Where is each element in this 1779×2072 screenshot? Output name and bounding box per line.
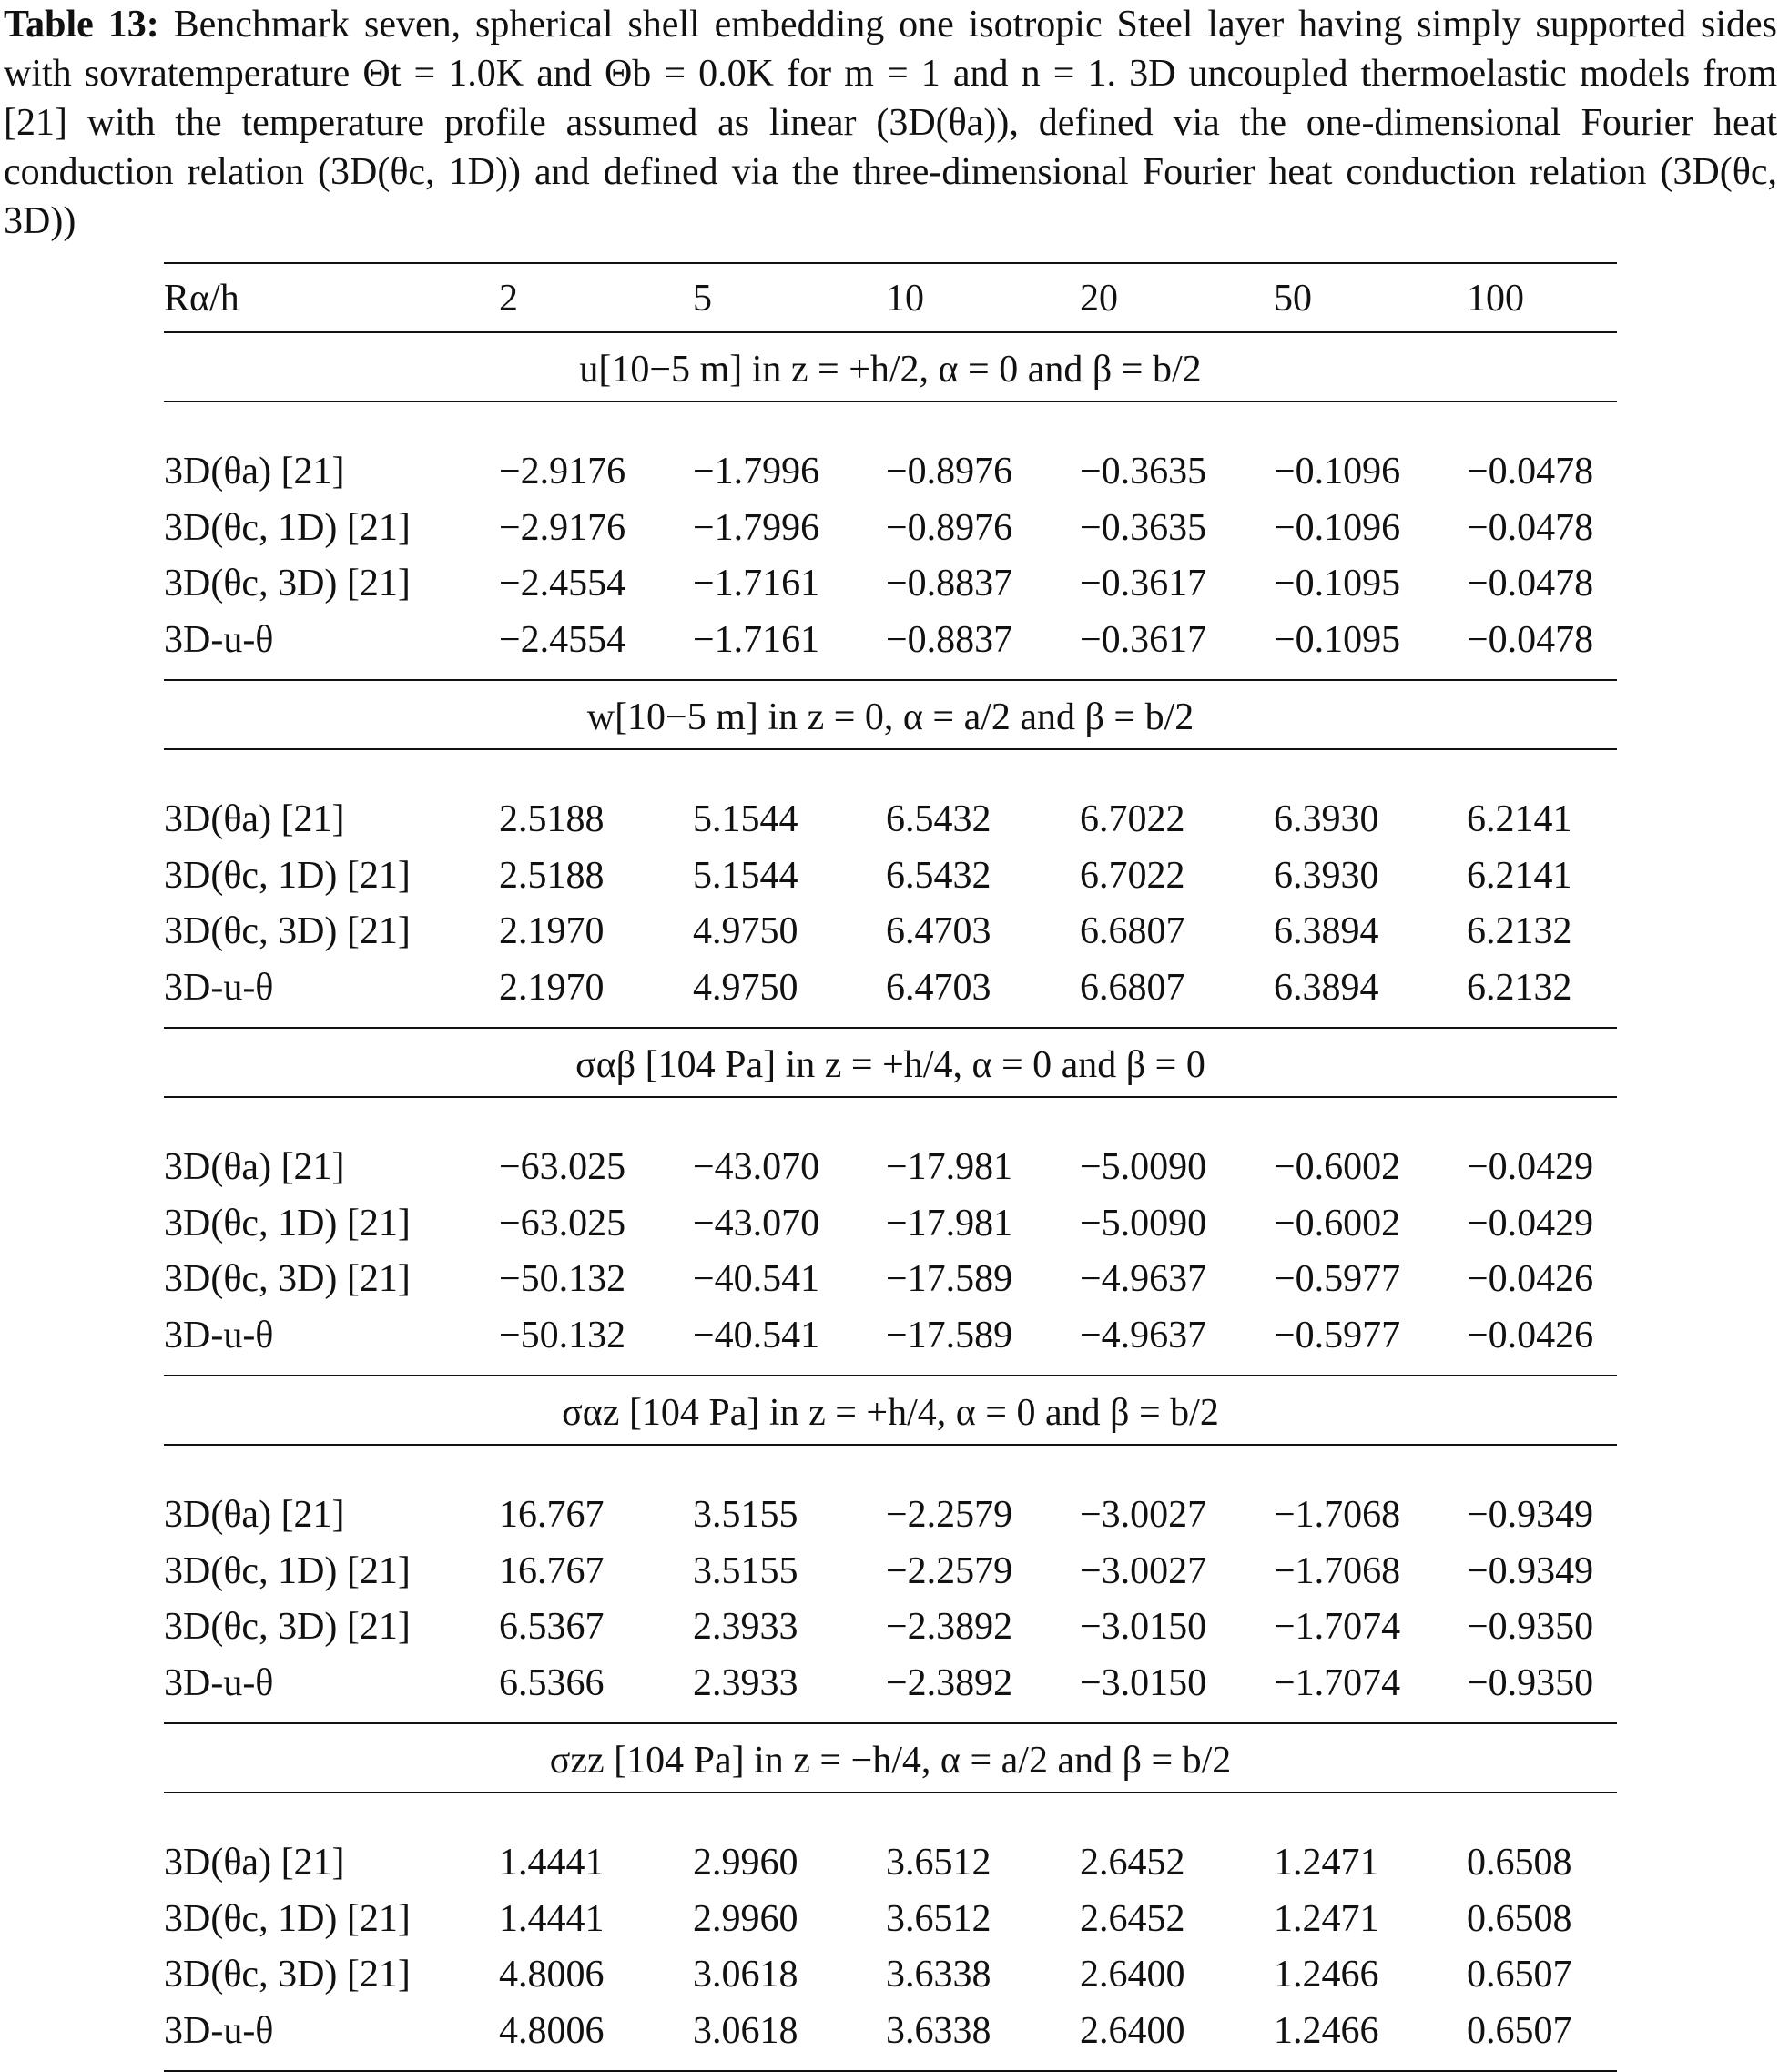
row-label: 3D(θa) [21] bbox=[164, 1146, 345, 1188]
table-cell: 6.4703 bbox=[886, 966, 991, 1009]
table-cell: −0.9349 bbox=[1467, 1549, 1594, 1592]
table-cell: 1.2466 bbox=[1274, 1954, 1379, 1996]
table-cell: −0.0478 bbox=[1467, 451, 1594, 493]
table-cell: −0.0426 bbox=[1467, 1258, 1594, 1300]
table-cell: 2.9960 bbox=[693, 1897, 798, 1940]
table-cell: −50.132 bbox=[499, 1258, 626, 1300]
table-cell: 2.1970 bbox=[499, 966, 605, 1009]
table-cell: 2.6400 bbox=[1080, 1954, 1185, 1996]
table-cell: 6.2141 bbox=[1467, 854, 1572, 897]
table-row bbox=[164, 1942, 1617, 1998]
table-cell: 3.0618 bbox=[693, 2009, 798, 2052]
section-title bbox=[164, 1376, 1617, 1444]
table-cell: 6.3930 bbox=[1274, 854, 1379, 897]
table-cell: −0.9349 bbox=[1467, 1494, 1594, 1536]
table-cell: −3.0027 bbox=[1080, 1494, 1207, 1536]
table-cell: −0.3617 bbox=[1080, 563, 1207, 604]
row-label: 3D(θc, 3D) [21] bbox=[164, 1606, 411, 1648]
table-cell: −0.8976 bbox=[886, 451, 1013, 493]
table-cell: −0.8837 bbox=[886, 618, 1013, 661]
table-cell: −0.5977 bbox=[1274, 1258, 1401, 1300]
table-cell: −0.0429 bbox=[1467, 1146, 1594, 1188]
header-cell: 2 bbox=[499, 278, 518, 320]
table-cell: 2.6452 bbox=[1080, 1842, 1185, 1884]
table-cell: −2.3892 bbox=[886, 1661, 1013, 1704]
table-cell: −3.0027 bbox=[1080, 1549, 1207, 1592]
table-cell: 3.0618 bbox=[693, 1954, 798, 1996]
table-cell: −17.589 bbox=[886, 1314, 1013, 1356]
table-cell: −40.541 bbox=[693, 1258, 820, 1300]
table-row bbox=[164, 495, 1617, 552]
table-row bbox=[164, 1539, 1617, 1595]
table-cell: −0.5977 bbox=[1274, 1314, 1401, 1356]
table-cell: 2.6452 bbox=[1080, 1897, 1185, 1940]
header-cell: 20 bbox=[1080, 278, 1118, 320]
table-row bbox=[164, 1830, 1617, 1886]
table-cell: −0.3635 bbox=[1080, 506, 1207, 549]
section-title bbox=[164, 1029, 1617, 1096]
table-row bbox=[164, 1998, 1617, 2055]
table-cell: −17.589 bbox=[886, 1258, 1013, 1300]
table-cell: −2.4554 bbox=[499, 618, 626, 661]
table-cell: 4.9750 bbox=[693, 966, 798, 1009]
table-cell: −0.1096 bbox=[1274, 451, 1401, 493]
row-label: 3D(θc, 1D) [21] bbox=[164, 506, 411, 549]
table-cell: 0.6508 bbox=[1467, 1842, 1572, 1884]
row-label: 3D-u-θ bbox=[164, 966, 274, 1009]
table-cell: 2.9960 bbox=[693, 1842, 798, 1884]
table-cell: 6.2141 bbox=[1467, 798, 1572, 840]
table-cell: 6.5367 bbox=[499, 1606, 605, 1648]
table-row bbox=[164, 1303, 1617, 1359]
table-cell: 6.6807 bbox=[1080, 966, 1185, 1009]
table-cell: 5.1544 bbox=[693, 798, 798, 840]
table-cell: −2.2579 bbox=[886, 1549, 1013, 1592]
table-cell: 1.4441 bbox=[499, 1897, 605, 1940]
row-label: 3D-u-θ bbox=[164, 1661, 274, 1704]
table-cell: −40.541 bbox=[693, 1314, 820, 1356]
table-cell: −2.9176 bbox=[499, 451, 626, 493]
table-row bbox=[164, 955, 1617, 1011]
row-label: 3D(θc, 1D) [21] bbox=[164, 1897, 411, 1940]
table-cell: −63.025 bbox=[499, 1146, 626, 1188]
table-cell: −0.0429 bbox=[1467, 1202, 1594, 1244]
table-cell: 1.2466 bbox=[1274, 2009, 1379, 2052]
table-cell: 2.6400 bbox=[1080, 2009, 1185, 2052]
table-cell: −0.1095 bbox=[1274, 563, 1401, 604]
table-cell: 3.6512 bbox=[886, 1842, 991, 1884]
table-cell: −0.0426 bbox=[1467, 1314, 1594, 1356]
table-row bbox=[164, 439, 1617, 495]
section-title-text: σαβ [104 Pa] in z = +h/4, α = 0 and β = 0 bbox=[575, 1044, 1205, 1086]
row-label: 3D(θa) [21] bbox=[164, 451, 345, 493]
table-cell: 2.3933 bbox=[693, 1661, 798, 1704]
table-cell: −0.1096 bbox=[1274, 506, 1401, 549]
table-cell: −0.0478 bbox=[1467, 506, 1594, 549]
table-cell: −1.7074 bbox=[1274, 1661, 1401, 1704]
table-cell: −43.070 bbox=[693, 1202, 820, 1244]
table-row bbox=[164, 1886, 1617, 1943]
table-cell: 16.767 bbox=[499, 1494, 605, 1536]
row-label: 3D-u-θ bbox=[164, 618, 274, 661]
table-row bbox=[164, 1650, 1617, 1707]
table-cell: 6.3930 bbox=[1274, 798, 1379, 840]
header-cell: Rα/h bbox=[164, 278, 239, 320]
table-cell: 6.7022 bbox=[1080, 854, 1185, 897]
table-cell: 3.5155 bbox=[693, 1549, 798, 1592]
table-cell: 2.3933 bbox=[693, 1606, 798, 1648]
table-cell: −1.7074 bbox=[1274, 1606, 1401, 1648]
table-cell: −0.0478 bbox=[1467, 618, 1594, 661]
table-cell: 6.3894 bbox=[1274, 966, 1379, 1009]
row-label: 3D(θa) [21] bbox=[164, 798, 345, 840]
table-cell: −1.7161 bbox=[693, 563, 820, 604]
table-cell: −2.9176 bbox=[499, 506, 626, 549]
table-cell: −5.0090 bbox=[1080, 1202, 1207, 1244]
table-cell: −1.7068 bbox=[1274, 1549, 1401, 1592]
table-cell: −4.9637 bbox=[1080, 1314, 1207, 1356]
table-row bbox=[164, 843, 1617, 899]
table-cell: 3.6338 bbox=[886, 1954, 991, 1996]
header-row bbox=[164, 264, 1617, 331]
row-label: 3D(θc, 3D) [21] bbox=[164, 1954, 411, 1996]
header-cell: 5 bbox=[693, 278, 712, 320]
header-cell: 10 bbox=[886, 278, 924, 320]
row-label: 3D(θa) [21] bbox=[164, 1494, 345, 1536]
table-cell: 6.5366 bbox=[499, 1661, 605, 1704]
table-cell: 4.8006 bbox=[499, 1954, 605, 1996]
row-label: 3D(θc, 1D) [21] bbox=[164, 854, 411, 897]
table-cell: −0.0478 bbox=[1467, 563, 1594, 604]
table-cell: −1.7996 bbox=[693, 506, 820, 549]
caption-label: Table 13: bbox=[4, 4, 159, 46]
table-cell: 6.2132 bbox=[1467, 966, 1572, 1009]
row-label: 3D(θc, 1D) [21] bbox=[164, 1202, 411, 1244]
table-row bbox=[164, 607, 1617, 664]
table-row bbox=[164, 1594, 1617, 1650]
row-label: 3D(θc, 3D) [21] bbox=[164, 1258, 411, 1300]
table-cell: 4.9750 bbox=[693, 910, 798, 952]
table-cell: 4.8006 bbox=[499, 2009, 605, 2052]
table-cell: 5.1544 bbox=[693, 854, 798, 897]
table-cell: 6.4703 bbox=[886, 910, 991, 952]
table-cell: −0.3617 bbox=[1080, 618, 1207, 661]
table-cell: −50.132 bbox=[499, 1314, 626, 1356]
table-cell: −0.9350 bbox=[1467, 1661, 1594, 1704]
row-label: 3D-u-θ bbox=[164, 2009, 274, 2052]
table-cell: −17.981 bbox=[886, 1146, 1013, 1188]
table-cell: 2.5188 bbox=[499, 854, 605, 897]
table-cell: −2.3892 bbox=[886, 1606, 1013, 1648]
table-row bbox=[164, 1482, 1617, 1539]
table-row bbox=[164, 551, 1617, 607]
section-title-text: u[10−5 m] in z = +h/2, α = 0 and β = b/2 bbox=[579, 349, 1202, 391]
table-cell: −4.9637 bbox=[1080, 1258, 1207, 1300]
table-cell: −0.6002 bbox=[1274, 1146, 1401, 1188]
table-cell: 1.2471 bbox=[1274, 1897, 1379, 1940]
table-cell: −2.2579 bbox=[886, 1494, 1013, 1536]
table-row bbox=[164, 1134, 1617, 1191]
table-cell: 6.6807 bbox=[1080, 910, 1185, 952]
table-cell: −3.0150 bbox=[1080, 1606, 1207, 1648]
table-cell: 6.7022 bbox=[1080, 798, 1185, 840]
table-row bbox=[164, 1246, 1617, 1303]
table-cell: 0.6507 bbox=[1467, 2009, 1572, 2052]
table-cell: 1.2471 bbox=[1274, 1842, 1379, 1884]
table-cell: 6.5432 bbox=[886, 798, 991, 840]
table-cell: 16.767 bbox=[499, 1549, 605, 1592]
section-title-text: w[10−5 m] in z = 0, α = a/2 and β = b/2 bbox=[586, 696, 1194, 738]
row-label: 3D(θc, 3D) [21] bbox=[164, 910, 411, 952]
table-cell: −0.9350 bbox=[1467, 1606, 1594, 1648]
header-cell: 50 bbox=[1274, 278, 1312, 320]
table-row bbox=[164, 899, 1617, 955]
row-label: 3D(θc, 3D) [21] bbox=[164, 563, 411, 604]
results-table bbox=[164, 262, 1617, 2072]
table-cell: 2.1970 bbox=[499, 910, 605, 952]
table-cell: −1.7161 bbox=[693, 618, 820, 661]
table-cell: 6.2132 bbox=[1467, 910, 1572, 952]
table-cell: −1.7996 bbox=[693, 451, 820, 493]
table-cell: −17.981 bbox=[886, 1202, 1013, 1244]
table-cell: −0.1095 bbox=[1274, 618, 1401, 661]
table-cell: −0.8837 bbox=[886, 563, 1013, 604]
table-cell: 0.6508 bbox=[1467, 1897, 1572, 1940]
table-cell: −5.0090 bbox=[1080, 1146, 1207, 1188]
table-cell: 3.5155 bbox=[693, 1494, 798, 1536]
header-cell: 100 bbox=[1467, 278, 1524, 320]
table-caption bbox=[4, 0, 1777, 246]
table-cell: −2.4554 bbox=[499, 563, 626, 604]
table-cell: 1.4441 bbox=[499, 1842, 605, 1884]
table-cell: 6.5432 bbox=[886, 854, 991, 897]
table-cell: −0.8976 bbox=[886, 506, 1013, 549]
table-cell: −0.6002 bbox=[1274, 1202, 1401, 1244]
table-cell: −3.0150 bbox=[1080, 1661, 1207, 1704]
table-cell: 3.6338 bbox=[886, 2009, 991, 2052]
row-label: 3D(θc, 1D) [21] bbox=[164, 1549, 411, 1592]
section-title bbox=[164, 681, 1617, 748]
table-row bbox=[164, 1191, 1617, 1247]
table-cell: 0.6507 bbox=[1467, 1954, 1572, 1996]
section-title bbox=[164, 1724, 1617, 1792]
table-row bbox=[164, 787, 1617, 843]
table-cell: 2.5188 bbox=[499, 798, 605, 840]
caption-text: Benchmark seven, spherical shell embedding one isotropic Steel layer having simply supported sides with sovratemperature Θt = 1.0K and Θb = 0.0K for m = 1 and n = 1. 3D uncoupled thermoelastic models from [21] with the temperature profile assumed as linear (3D(θa)), defined via the one-dimensional Fourier heat conduction relation (3D(θc, 1D)) and defined via the three-dimensional Fourier heat conduction relation (3D(θc, 3D)) bbox=[4, 4, 1778, 242]
table-cell: −43.070 bbox=[693, 1146, 820, 1188]
table-cell: 3.6512 bbox=[886, 1897, 991, 1940]
section-title-text: σzz [104 Pa] in z = −h/4, α = a/2 and β = b/2 bbox=[549, 1740, 1232, 1782]
row-label: 3D(θa) [21] bbox=[164, 1842, 345, 1884]
row-label: 3D-u-θ bbox=[164, 1314, 274, 1356]
section-title bbox=[164, 333, 1617, 401]
table-cell: 6.3894 bbox=[1274, 910, 1379, 952]
table-cell: −1.7068 bbox=[1274, 1494, 1401, 1536]
table-cell: −0.3635 bbox=[1080, 451, 1207, 493]
table-cell: −63.025 bbox=[499, 1202, 626, 1244]
section-title-text: σαz [104 Pa] in z = +h/4, α = 0 and β = b/2 bbox=[562, 1392, 1219, 1434]
